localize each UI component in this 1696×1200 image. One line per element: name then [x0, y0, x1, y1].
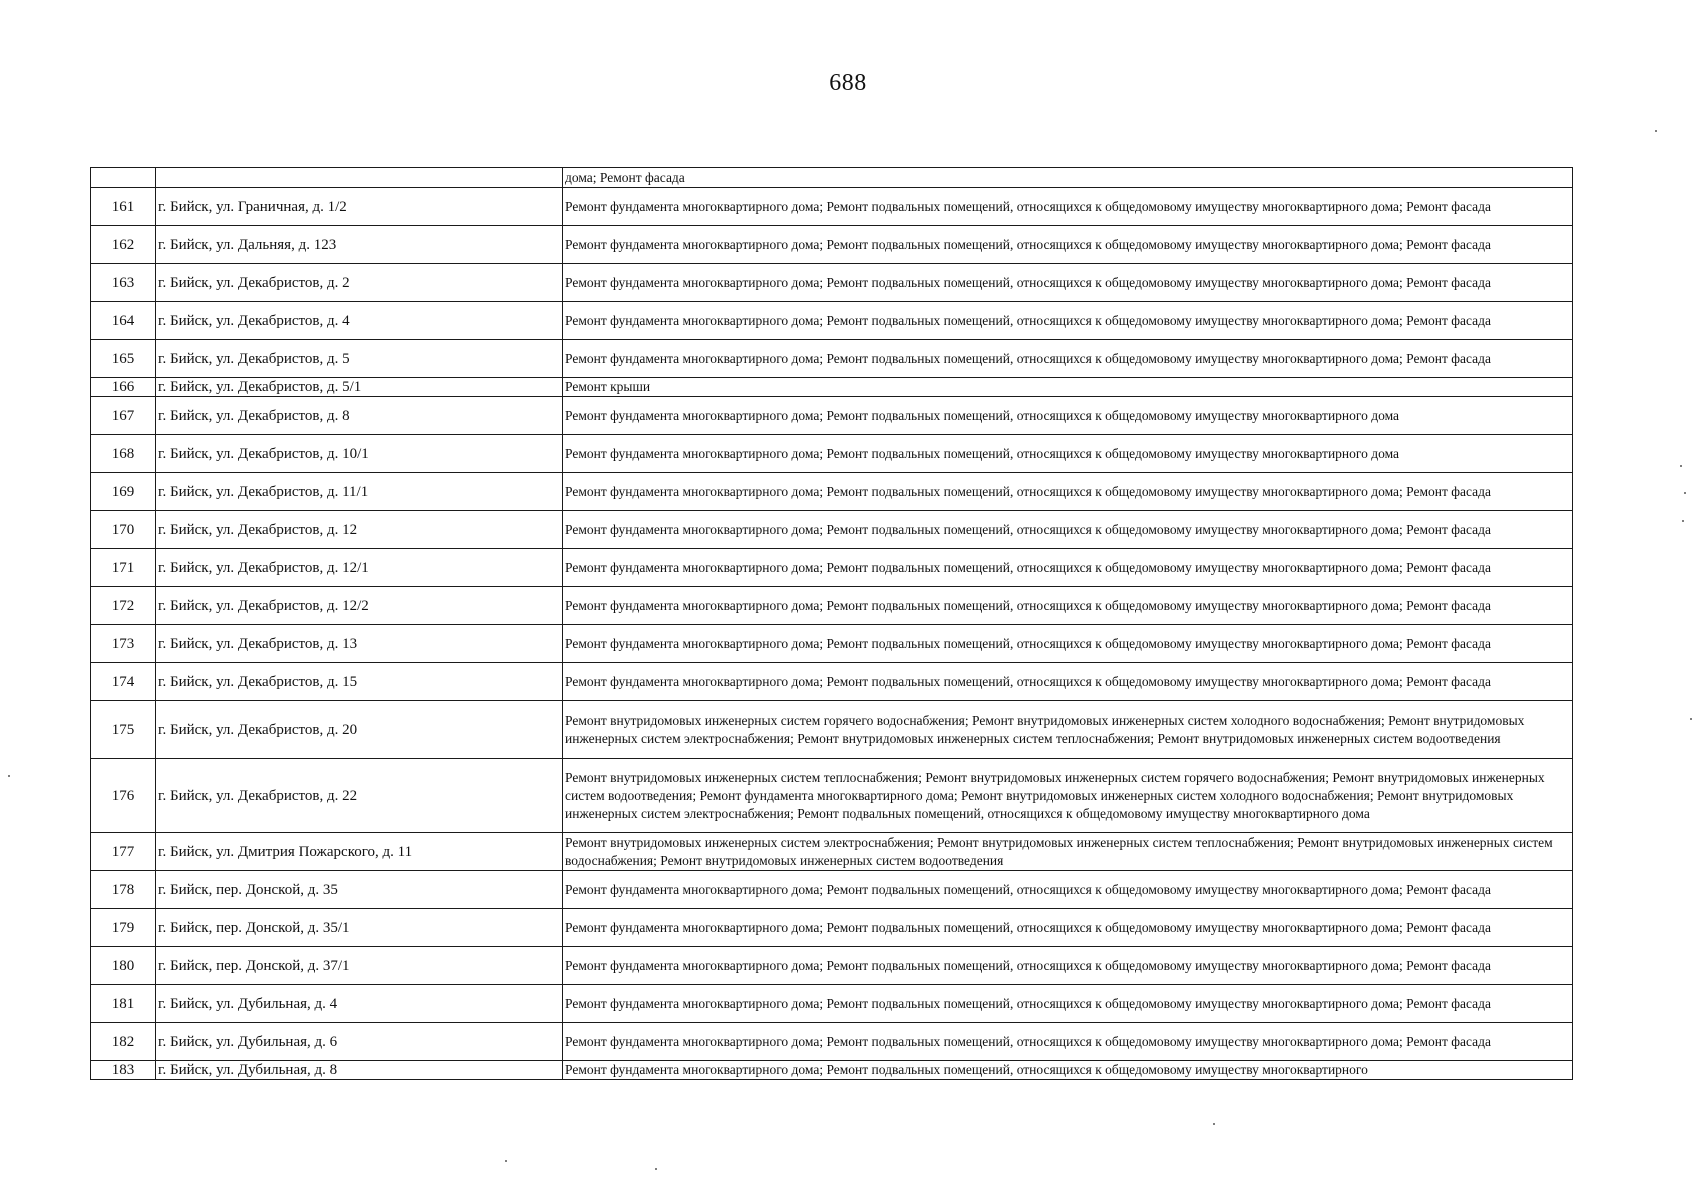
row-number: 169	[91, 473, 156, 511]
row-address: г. Бийск, ул. Дальняя, д. 123	[156, 226, 563, 264]
table-row	[91, 511, 1573, 549]
row-works: Ремонт внутридомовых инженерных систем горячего водоснабжения; Ремонт внутридомовых инженерных систем холодного водоснабжения; Ремонт внутридомовых инженерных систем электроснабжения; Ремонт внутридомовых инженерных систем теплоснабжения; Ремонт внутридомовых инженерных систем водоотведения	[563, 701, 1573, 759]
table-row	[91, 397, 1573, 435]
row-number: 175	[91, 701, 156, 759]
row-number: 163	[91, 264, 156, 302]
row-works: Ремонт фундамента многоквартирного дома; Ремонт подвальных помещений, относящихся к общедомовому имуществу многоквартирного дома; Ремонт фасада	[563, 985, 1573, 1023]
scan-speck	[1690, 718, 1692, 720]
table-row	[91, 1023, 1573, 1061]
row-address: г. Бийск, ул. Дубильная, д. 6	[156, 1023, 563, 1061]
scan-speck	[8, 775, 10, 777]
row-address: г. Бийск, ул. Декабристов, д. 5/1	[156, 378, 563, 397]
row-works: Ремонт внутридомовых инженерных систем электроснабжения; Ремонт внутридомовых инженерных систем теплоснабжения; Ремонт внутридомовых инженерных систем водоснабжения; Ремонт внутридомовых инженерных систем водоотведения	[563, 833, 1573, 871]
scan-speck	[1213, 1123, 1215, 1125]
row-works: Ремонт крыши	[563, 378, 1573, 397]
row-address: г. Бийск, ул. Дубильная, д. 4	[156, 985, 563, 1023]
row-works: Ремонт фундамента многоквартирного дома; Ремонт подвальных помещений, относящихся к общедомовому имуществу многоквартирного дома; Ремонт фасада	[563, 511, 1573, 549]
table-row	[91, 985, 1573, 1023]
row-works: Ремонт фундамента многоквартирного дома; Ремонт подвальных помещений, относящихся к общедомовому имуществу многоквартирного дома	[563, 397, 1573, 435]
repair-registry-table	[90, 167, 1573, 1080]
row-works: Ремонт фундамента многоквартирного дома; Ремонт подвальных помещений, относящихся к общедомовому имуществу многоквартирного дома; Ремонт фасада	[563, 871, 1573, 909]
table-row	[91, 833, 1573, 871]
row-number: 171	[91, 549, 156, 587]
table-row	[91, 587, 1573, 625]
row-works: Ремонт фундамента многоквартирного дома; Ремонт подвальных помещений, относящихся к общедомовому имуществу многоквартирного дома; Ремонт фасада	[563, 549, 1573, 587]
row-number: 164	[91, 302, 156, 340]
row-works: Ремонт фундамента многоквартирного дома; Ремонт подвальных помещений, относящихся к общедомовому имуществу многоквартирного дома	[563, 435, 1573, 473]
row-number: 170	[91, 511, 156, 549]
row-number: 181	[91, 985, 156, 1023]
row-works: Ремонт фундамента многоквартирного дома; Ремонт подвальных помещений, относящихся к общедомовому имуществу многоквартирного дома; Ремонт фасада	[563, 947, 1573, 985]
table-row	[91, 871, 1573, 909]
row-number: 165	[91, 340, 156, 378]
row-number: 174	[91, 663, 156, 701]
row-number: 167	[91, 397, 156, 435]
row-address: г. Бийск, ул. Дмитрия Пожарского, д. 11	[156, 833, 563, 871]
table-row	[91, 909, 1573, 947]
row-address: г. Бийск, ул. Декабристов, д. 13	[156, 625, 563, 663]
row-address: г. Бийск, ул. Декабристов, д. 10/1	[156, 435, 563, 473]
row-works: дома; Ремонт фасада	[563, 168, 1573, 188]
table-row	[91, 473, 1573, 511]
row-address: г. Бийск, ул. Декабристов, д. 8	[156, 397, 563, 435]
table-row	[91, 435, 1573, 473]
row-number: 178	[91, 871, 156, 909]
row-address: г. Бийск, ул. Декабристов, д. 12	[156, 511, 563, 549]
row-address: г. Бийск, пер. Донской, д. 35	[156, 871, 563, 909]
row-number: 166	[91, 378, 156, 397]
table-row	[91, 947, 1573, 985]
table-row	[91, 625, 1573, 663]
scan-speck	[1655, 130, 1657, 132]
row-works: Ремонт фундамента многоквартирного дома; Ремонт подвальных помещений, относящихся к общедомовому имуществу многоквартирного	[563, 1061, 1573, 1080]
row-number: 173	[91, 625, 156, 663]
table-row	[91, 340, 1573, 378]
row-works: Ремонт фундамента многоквартирного дома; Ремонт подвальных помещений, относящихся к общедомовому имуществу многоквартирного дома; Ремонт фасада	[563, 473, 1573, 511]
table-row	[91, 759, 1573, 833]
row-works: Ремонт фундамента многоквартирного дома; Ремонт подвальных помещений, относящихся к общедомовому имуществу многоквартирного дома; Ремонт фасада	[563, 340, 1573, 378]
table-body	[91, 168, 1573, 1080]
scan-speck	[655, 1168, 657, 1170]
table-row	[91, 226, 1573, 264]
row-number: 179	[91, 909, 156, 947]
page-number: 688	[829, 70, 867, 96]
row-works: Ремонт внутридомовых инженерных систем теплоснабжения; Ремонт внутридомовых инженерных систем горячего водоснабжения; Ремонт внутридомовых инженерных систем водоотведения; Ремонт фундамента многоквартирного дома; Ремонт внутридомовых инженерных систем холодного водоснабжения; Ремонт внутридомовых инженерных систем электроснабжения; Ремонт подвальных помещений, относящихся к общедомовому имуществу многоквартирного дома	[563, 759, 1573, 833]
row-address: г. Бийск, ул. Декабристов, д. 12/2	[156, 587, 563, 625]
table-row	[91, 188, 1573, 226]
table-row	[91, 168, 1573, 188]
table-row	[91, 701, 1573, 759]
row-number: 168	[91, 435, 156, 473]
row-address: г. Бийск, пер. Донской, д. 37/1	[156, 947, 563, 985]
row-works: Ремонт фундамента многоквартирного дома; Ремонт подвальных помещений, относящихся к общедомовому имуществу многоквартирного дома; Ремонт фасада	[563, 302, 1573, 340]
row-address: г. Бийск, ул. Граничная, д. 1/2	[156, 188, 563, 226]
row-works: Ремонт фундамента многоквартирного дома; Ремонт подвальных помещений, относящихся к общедомовому имуществу многоквартирного дома; Ремонт фасада	[563, 663, 1573, 701]
row-address	[156, 168, 563, 188]
row-address: г. Бийск, ул. Декабристов, д. 11/1	[156, 473, 563, 511]
row-number: 161	[91, 188, 156, 226]
table-row	[91, 378, 1573, 397]
scan-speck	[1682, 520, 1684, 522]
row-address: г. Бийск, ул. Декабристов, д. 2	[156, 264, 563, 302]
row-number: 182	[91, 1023, 156, 1061]
row-number: 180	[91, 947, 156, 985]
row-number: 162	[91, 226, 156, 264]
table-row	[91, 549, 1573, 587]
row-address: г. Бийск, ул. Декабристов, д. 12/1	[156, 549, 563, 587]
row-address: г. Бийск, ул. Декабристов, д. 5	[156, 340, 563, 378]
table-row	[91, 663, 1573, 701]
row-address: г. Бийск, ул. Дубильная, д. 8	[156, 1061, 563, 1080]
table-row	[91, 1061, 1573, 1080]
row-works: Ремонт фундамента многоквартирного дома; Ремонт подвальных помещений, относящихся к общедомовому имуществу многоквартирного дома; Ремонт фасада	[563, 1023, 1573, 1061]
row-address: г. Бийск, ул. Декабристов, д. 15	[156, 663, 563, 701]
row-works: Ремонт фундамента многоквартирного дома; Ремонт подвальных помещений, относящихся к общедомовому имуществу многоквартирного дома; Ремонт фасада	[563, 909, 1573, 947]
table-row	[91, 264, 1573, 302]
row-address: г. Бийск, пер. Донской, д. 35/1	[156, 909, 563, 947]
row-number	[91, 168, 156, 188]
scan-speck	[1684, 492, 1686, 494]
row-address: г. Бийск, ул. Декабристов, д. 22	[156, 759, 563, 833]
row-works: Ремонт фундамента многоквартирного дома; Ремонт подвальных помещений, относящихся к общедомовому имуществу многоквартирного дома; Ремонт фасада	[563, 264, 1573, 302]
row-works: Ремонт фундамента многоквартирного дома; Ремонт подвальных помещений, относящихся к общедомовому имуществу многоквартирного дома; Ремонт фасада	[563, 226, 1573, 264]
row-number: 176	[91, 759, 156, 833]
row-works: Ремонт фундамента многоквартирного дома; Ремонт подвальных помещений, относящихся к общедомовому имуществу многоквартирного дома; Ремонт фасада	[563, 625, 1573, 663]
row-address: г. Бийск, ул. Декабристов, д. 4	[156, 302, 563, 340]
row-number: 183	[91, 1061, 156, 1080]
table-row	[91, 302, 1573, 340]
scan-speck	[505, 1160, 507, 1162]
row-number: 172	[91, 587, 156, 625]
row-address: г. Бийск, ул. Декабристов, д. 20	[156, 701, 563, 759]
row-works: Ремонт фундамента многоквартирного дома; Ремонт подвальных помещений, относящихся к общедомовому имуществу многоквартирного дома; Ремонт фасада	[563, 188, 1573, 226]
scan-speck	[1680, 465, 1682, 467]
row-number: 177	[91, 833, 156, 871]
row-works: Ремонт фундамента многоквартирного дома; Ремонт подвальных помещений, относящихся к общедомовому имуществу многоквартирного дома; Ремонт фасада	[563, 587, 1573, 625]
